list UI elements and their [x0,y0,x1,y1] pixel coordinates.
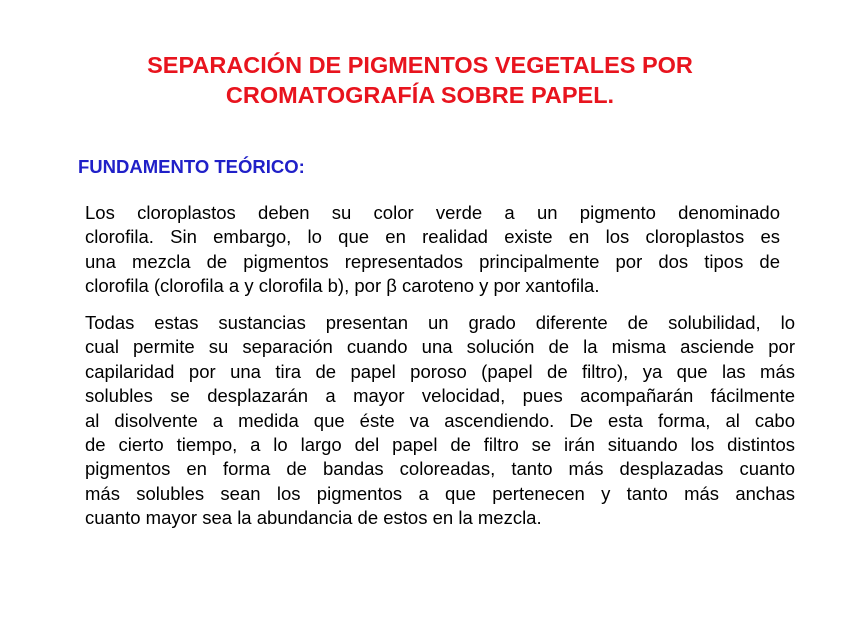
paragraph-2-line: al disolvente a medida que éste va ascendiendo. De esta forma, al cabo [85,409,795,431]
paragraph-1-line: clorofila. Sin embargo, lo que en realidad existe en los cloroplastos es [85,226,780,248]
paragraph-1-line: Los cloroplastos deben su color verde a un pigmento denominado [85,202,780,223]
paragraph-2-line: cual permite su separación cuando una solución de la misma asciende por [85,336,795,358]
paragraph-1-line: clorofila (clorofila a y clorofila b), por β caroteno y por xantofila. [85,275,600,297]
paragraph-2-line: de cierto tiempo, a lo largo del papel de filtro se irán situando los distintos [85,434,795,456]
title-line-2: CROMATOGRAFÍA SOBRE PAPEL. [225,82,615,108]
paragraph-2-line: Todas estas sustancias presentan un grado diferente de solubilidad, lo [85,312,795,333]
paragraph-2-line: cuanto mayor sea la abundancia de estos en la mezcla. [85,507,542,529]
paragraph-1 [85,201,780,299]
paragraph-2 [85,311,795,531]
section-heading: FUNDAMENTO TEÓRICO: [78,156,305,177]
paragraph-2-line: capilaridad por una tira de papel poroso (papel de filtro), ya que las más [85,360,795,382]
paragraph-2-line: solubles se desplazarán a mayor velocidad, pues acompañarán fácilmente [85,385,795,407]
paragraph-2-line: pigmentos en forma de bandas coloreadas, tanto más desplazadas cuanto [85,458,795,480]
paragraph-2-line: más solubles sean los pigmentos a que pertenecen y tanto más anchas [85,482,795,504]
document-title [0,50,840,110]
title-line-1: SEPARACIÓN DE PIGMENTOS VEGETALES POR [147,52,693,78]
paragraph-1-line: una mezcla de pigmentos representados principalmente por dos tipos de [85,250,780,272]
